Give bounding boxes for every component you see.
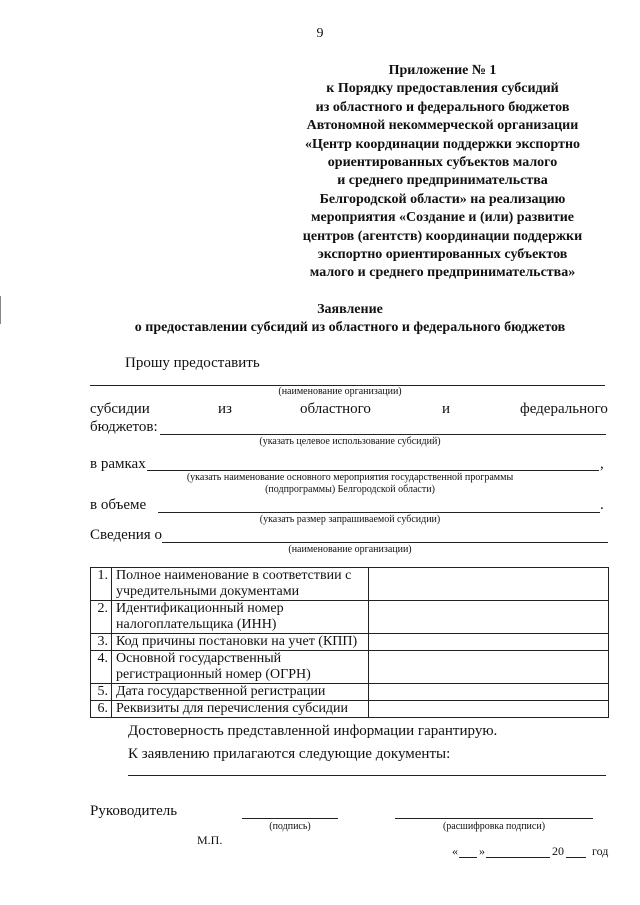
info-table: [90, 567, 609, 718]
word-subsidies: субсидии: [90, 401, 150, 417]
appendix-header: [270, 62, 615, 283]
date-day-field[interactable]: [459, 857, 477, 858]
program-caption-2: (подпрограммы) Белгородской области): [265, 484, 435, 495]
date-quote-open: «: [452, 844, 458, 858]
table-row: [91, 634, 609, 651]
purpose-field[interactable]: [160, 434, 606, 435]
appendix-line: и среднего предпринимательства: [337, 173, 548, 189]
word-federal: федерального: [520, 401, 608, 417]
table-row: [91, 568, 609, 601]
head-label: Руководитель: [90, 803, 178, 819]
row-label: Основной государственный регистрационный номер (ОГРН): [112, 651, 369, 684]
org-name-caption: (наименование организации): [278, 386, 402, 397]
frame-label: в рамках: [90, 456, 146, 472]
budgets-label: бюджетов:: [90, 419, 158, 435]
row-value-field[interactable]: [369, 601, 609, 634]
appendix-line: мероприятия «Создание и (или) развитие: [310, 210, 575, 226]
date-month-field[interactable]: [486, 857, 550, 858]
signature-decode-caption: (расшифровка подписи): [442, 821, 546, 832]
guarantee-text: Достоверность представленной информации гарантирую.: [128, 723, 498, 739]
appendix-line: Автономной некоммерческой организации: [306, 118, 579, 134]
row-value-field[interactable]: [369, 568, 609, 601]
row-value-field[interactable]: [369, 701, 609, 718]
row-label: Дата государственной регистрации: [112, 684, 369, 701]
program-field[interactable]: [147, 470, 599, 471]
table-row: [91, 701, 609, 718]
word-and: и: [442, 401, 451, 417]
page-number: 9: [316, 26, 324, 41]
row-label: Код причины постановки на учет (КПП): [112, 634, 369, 651]
document-subtitle: о предоставлении субсидий из областного и федерального бюджетов: [134, 320, 566, 335]
table-row: [91, 684, 609, 701]
signature-decode-field[interactable]: [395, 818, 593, 819]
row-number: 5.: [91, 684, 112, 701]
date-quote-close: »: [479, 844, 485, 858]
signature-field[interactable]: [242, 818, 338, 819]
appendix-line: «Центр координации поддержки экспортно: [304, 136, 581, 152]
request-text: Прошу предоставить: [125, 355, 260, 371]
row-value-field[interactable]: [369, 651, 609, 684]
row-value-field[interactable]: [369, 634, 609, 651]
table-row: [91, 601, 609, 634]
appendix-line: экспортно ориентированных субъектов: [317, 247, 568, 263]
row-number: 1.: [91, 568, 112, 601]
info-org-field[interactable]: [162, 542, 608, 543]
row-label: Идентификационный номер налогоплательщика (ИНН): [112, 601, 369, 634]
volume-period: .: [600, 497, 604, 513]
appendix-line: малого и среднего предпринимательства»: [309, 265, 576, 281]
amount-caption: (указать размер запрашиваемой субсидии): [259, 514, 441, 525]
appendix-line: Белгородской области» на реализацию: [319, 191, 566, 207]
date-year-suffix: год: [592, 844, 609, 858]
attached-documents-field[interactable]: [128, 775, 606, 776]
signature-caption: (подпись): [269, 821, 311, 832]
program-caption-1: (указать наименование основного мероприятия государственной программы: [186, 472, 514, 483]
row-number: 6.: [91, 701, 112, 718]
info-org-caption: (наименование организации): [288, 544, 412, 555]
row-label: Полное наименование в соответствии с учредительными документами: [112, 568, 369, 601]
document-title: Заявление: [317, 302, 383, 317]
row-number: 3.: [91, 634, 112, 651]
date-year-prefix: 20: [552, 844, 564, 858]
attached-documents-text: К заявлению прилагаются следующие документы:: [128, 746, 451, 762]
appendix-line: ориентированных субъектов малого: [327, 155, 558, 171]
row-number: 4.: [91, 651, 112, 684]
volume-label: в объеме: [90, 497, 147, 513]
row-number: 2.: [91, 601, 112, 634]
word-regional: областного: [300, 401, 371, 417]
appendix-line: центров (агентств) координации поддержки: [302, 228, 583, 244]
date-year-field[interactable]: [566, 857, 586, 858]
stamp-label: М.П.: [197, 833, 223, 847]
amount-field[interactable]: [158, 512, 600, 513]
word-from: из: [218, 401, 232, 417]
info-label: Сведения о: [90, 527, 162, 543]
appendix-line: Приложение № 1: [388, 63, 497, 78]
frame-comma: ,: [600, 456, 604, 472]
table-row: [91, 651, 609, 684]
purpose-caption: (указать целевое использование субсидий): [259, 436, 441, 447]
appendix-line: к Порядку предоставления субсидий: [326, 81, 559, 97]
row-label: Реквизиты для перечисления субсидии: [112, 701, 369, 718]
row-value-field[interactable]: [369, 684, 609, 701]
appendix-line: из областного и федерального бюджетов: [315, 99, 570, 115]
